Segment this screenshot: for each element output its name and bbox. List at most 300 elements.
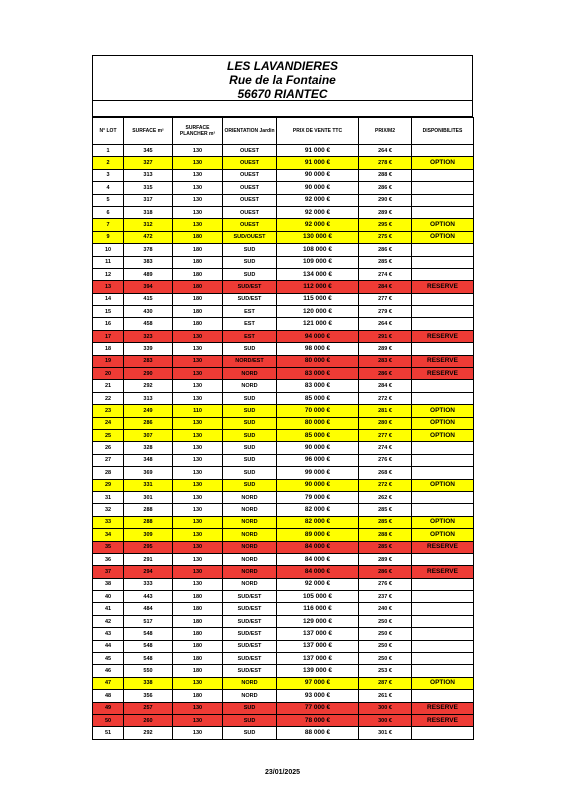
cell-lot: 3 xyxy=(93,169,124,181)
cell-orientation: SUD/EST xyxy=(223,591,277,603)
cell-surface: 288 xyxy=(124,516,173,528)
table-row xyxy=(93,219,474,231)
cell-dispo xyxy=(412,578,474,590)
cell-surface: 548 xyxy=(124,628,173,640)
cell-prix: 137 000 € xyxy=(277,628,359,640)
cell-dispo xyxy=(412,727,474,739)
cell-dispo xyxy=(412,306,474,318)
cell-plancher: 130 xyxy=(173,467,223,479)
cell-surface: 318 xyxy=(124,206,173,218)
cell-lot: 22 xyxy=(93,392,124,404)
table-row xyxy=(93,690,474,702)
cell-plancher: 180 xyxy=(173,591,223,603)
cell-surface: 378 xyxy=(124,244,173,256)
cell-plancher: 130 xyxy=(173,380,223,392)
cell-prix: 91 000 € xyxy=(277,157,359,169)
cell-orientation: SUD xyxy=(223,454,277,466)
cell-orientation: OUEST xyxy=(223,182,277,194)
table-row xyxy=(93,392,474,404)
cell-plancher: 130 xyxy=(173,491,223,503)
cell-plancher: 180 xyxy=(173,293,223,305)
cell-surface: 295 xyxy=(124,541,173,553)
cell-surface: 339 xyxy=(124,343,173,355)
cell-dispo xyxy=(412,206,474,218)
cell-surface: 348 xyxy=(124,454,173,466)
cell-surface: 394 xyxy=(124,281,173,293)
cell-prixm2: 289 € xyxy=(359,553,412,565)
cell-prixm2: 274 € xyxy=(359,442,412,454)
cell-prix: 108 000 € xyxy=(277,244,359,256)
cell-prix: 78 000 € xyxy=(277,714,359,726)
cell-orientation: OUEST xyxy=(223,194,277,206)
price-list-sheet xyxy=(92,55,473,740)
cell-plancher: 130 xyxy=(173,727,223,739)
cell-prix: 115 000 € xyxy=(277,293,359,305)
cell-dispo xyxy=(412,318,474,330)
table-row xyxy=(93,244,474,256)
cell-plancher: 130 xyxy=(173,516,223,528)
table-row xyxy=(93,677,474,689)
cell-lot: 44 xyxy=(93,640,124,652)
cell-orientation: EST xyxy=(223,306,277,318)
cell-lot: 19 xyxy=(93,355,124,367)
table-row xyxy=(93,504,474,516)
col-header-lot: N° LOT xyxy=(93,118,124,145)
cell-lot: 40 xyxy=(93,591,124,603)
cell-dispo: OPTION xyxy=(412,231,474,243)
cell-dispo xyxy=(412,615,474,627)
cell-lot: 46 xyxy=(93,665,124,677)
cell-prixm2: 277 € xyxy=(359,429,412,441)
title-block xyxy=(92,55,473,101)
cell-plancher: 130 xyxy=(173,454,223,466)
cell-prixm2: 300 € xyxy=(359,702,412,714)
cell-dispo: RESERVE xyxy=(412,330,474,342)
cell-prix: 105 000 € xyxy=(277,591,359,603)
cell-lot: 51 xyxy=(93,727,124,739)
table-row xyxy=(93,256,474,268)
cell-prix: 94 000 € xyxy=(277,330,359,342)
spacer-row xyxy=(92,101,473,117)
cell-dispo xyxy=(412,244,474,256)
cell-prixm2: 288 € xyxy=(359,169,412,181)
cell-surface: 294 xyxy=(124,566,173,578)
cell-lot: 23 xyxy=(93,405,124,417)
cell-orientation: SUD/OUEST xyxy=(223,231,277,243)
cell-orientation: SUD xyxy=(223,442,277,454)
table-row xyxy=(93,355,474,367)
cell-plancher: 130 xyxy=(173,206,223,218)
table-row xyxy=(93,405,474,417)
cell-dispo: RESERVE xyxy=(412,702,474,714)
cell-prix: 83 000 € xyxy=(277,380,359,392)
cell-surface: 286 xyxy=(124,417,173,429)
cell-surface: 356 xyxy=(124,690,173,702)
cell-plancher: 180 xyxy=(173,615,223,627)
cell-prixm2: 262 € xyxy=(359,491,412,503)
cell-dispo xyxy=(412,343,474,355)
cell-plancher: 180 xyxy=(173,640,223,652)
table-row xyxy=(93,442,474,454)
table-row xyxy=(93,182,474,194)
cell-prixm2: 275 € xyxy=(359,231,412,243)
cell-dispo xyxy=(412,442,474,454)
cell-dispo: OPTION xyxy=(412,529,474,541)
cell-prix: 98 000 € xyxy=(277,343,359,355)
table-row xyxy=(93,566,474,578)
cell-dispo xyxy=(412,194,474,206)
cell-surface: 283 xyxy=(124,355,173,367)
cell-prix: 90 000 € xyxy=(277,442,359,454)
cell-dispo: OPTION xyxy=(412,417,474,429)
cell-orientation: OUEST xyxy=(223,145,277,157)
table-row xyxy=(93,603,474,615)
cell-prixm2: 264 € xyxy=(359,318,412,330)
cell-lot: 34 xyxy=(93,529,124,541)
cell-plancher: 130 xyxy=(173,677,223,689)
cell-lot: 7 xyxy=(93,219,124,231)
cell-prix: 120 000 € xyxy=(277,306,359,318)
cell-surface: 301 xyxy=(124,491,173,503)
cell-surface: 327 xyxy=(124,157,173,169)
cell-prixm2: 280 € xyxy=(359,417,412,429)
cell-prix: 82 000 € xyxy=(277,516,359,528)
table-row xyxy=(93,231,474,243)
cell-prixm2: 279 € xyxy=(359,306,412,318)
cell-prixm2: 276 € xyxy=(359,454,412,466)
cell-orientation: NORD xyxy=(223,566,277,578)
street-address: Rue de la Fontaine xyxy=(229,73,336,87)
cell-prixm2: 237 € xyxy=(359,591,412,603)
cell-surface: 260 xyxy=(124,714,173,726)
cell-prixm2: 278 € xyxy=(359,157,412,169)
cell-surface: 317 xyxy=(124,194,173,206)
cell-surface: 290 xyxy=(124,368,173,380)
cell-lot: 42 xyxy=(93,615,124,627)
cell-prix: 90 000 € xyxy=(277,479,359,491)
cell-plancher: 130 xyxy=(173,429,223,441)
cell-surface: 548 xyxy=(124,640,173,652)
cell-plancher: 180 xyxy=(173,244,223,256)
cell-plancher: 130 xyxy=(173,343,223,355)
cell-prix: 85 000 € xyxy=(277,392,359,404)
col-header-prixm2: PRIX/M2 xyxy=(359,118,412,145)
cell-surface: 338 xyxy=(124,677,173,689)
cell-lot: 32 xyxy=(93,504,124,516)
cell-lot: 28 xyxy=(93,467,124,479)
cell-orientation: NORD xyxy=(223,380,277,392)
cell-prix: 137 000 € xyxy=(277,640,359,652)
cell-prix: 137 000 € xyxy=(277,653,359,665)
cell-prix: 89 000 € xyxy=(277,529,359,541)
cell-plancher: 130 xyxy=(173,442,223,454)
cell-surface: 472 xyxy=(124,231,173,243)
lots-table xyxy=(92,117,474,740)
cell-dispo: OPTION xyxy=(412,479,474,491)
cell-surface: 312 xyxy=(124,219,173,231)
cell-prixm2: 277 € xyxy=(359,293,412,305)
cell-dispo xyxy=(412,293,474,305)
table-row xyxy=(93,343,474,355)
cell-surface: 315 xyxy=(124,182,173,194)
cell-plancher: 130 xyxy=(173,702,223,714)
cell-dispo xyxy=(412,182,474,194)
cell-lot: 6 xyxy=(93,206,124,218)
cell-lot: 41 xyxy=(93,603,124,615)
cell-dispo: OPTION xyxy=(412,677,474,689)
cell-surface: 345 xyxy=(124,145,173,157)
cell-prixm2: 276 € xyxy=(359,578,412,590)
cell-dispo xyxy=(412,392,474,404)
cell-prix: 99 000 € xyxy=(277,467,359,479)
cell-orientation: NORD xyxy=(223,368,277,380)
cell-plancher: 130 xyxy=(173,157,223,169)
cell-surface: 331 xyxy=(124,479,173,491)
cell-orientation: NORD xyxy=(223,578,277,590)
cell-prix: 84 000 € xyxy=(277,553,359,565)
table-row xyxy=(93,330,474,342)
cell-orientation: SUD xyxy=(223,429,277,441)
col-header-orientation: ORIENTATION Jardin xyxy=(223,118,277,145)
cell-lot: 33 xyxy=(93,516,124,528)
cell-dispo xyxy=(412,591,474,603)
table-row xyxy=(93,516,474,528)
cell-orientation: SUD xyxy=(223,256,277,268)
cell-lot: 26 xyxy=(93,442,124,454)
cell-prixm2: 300 € xyxy=(359,714,412,726)
cell-prixm2: 301 € xyxy=(359,727,412,739)
table-row xyxy=(93,541,474,553)
cell-plancher: 180 xyxy=(173,603,223,615)
cell-prixm2: 286 € xyxy=(359,368,412,380)
cell-dispo xyxy=(412,504,474,516)
table-row xyxy=(93,714,474,726)
cell-plancher: 130 xyxy=(173,417,223,429)
cell-prixm2: 261 € xyxy=(359,690,412,702)
cell-prix: 109 000 € xyxy=(277,256,359,268)
cell-lot: 15 xyxy=(93,306,124,318)
cell-dispo xyxy=(412,268,474,280)
cell-plancher: 130 xyxy=(173,355,223,367)
cell-lot: 43 xyxy=(93,628,124,640)
cell-dispo xyxy=(412,628,474,640)
cell-prix: 129 000 € xyxy=(277,615,359,627)
cell-orientation: NORD xyxy=(223,491,277,503)
cell-dispo: RESERVE xyxy=(412,281,474,293)
cell-orientation: SUD/EST xyxy=(223,665,277,677)
cell-orientation: SUD xyxy=(223,479,277,491)
cell-surface: 430 xyxy=(124,306,173,318)
cell-orientation: SUD xyxy=(223,405,277,417)
cell-orientation: SUD xyxy=(223,392,277,404)
cell-prix: 85 000 € xyxy=(277,429,359,441)
table-row xyxy=(93,467,474,479)
cell-lot: 18 xyxy=(93,343,124,355)
cell-surface: 333 xyxy=(124,578,173,590)
cell-orientation: SUD/EST xyxy=(223,603,277,615)
cell-orientation: NORD/EST xyxy=(223,355,277,367)
cell-dispo: OPTION xyxy=(412,157,474,169)
cell-plancher: 130 xyxy=(173,145,223,157)
cell-surface: 307 xyxy=(124,429,173,441)
cell-surface: 517 xyxy=(124,615,173,627)
cell-lot: 27 xyxy=(93,454,124,466)
table-row xyxy=(93,293,474,305)
cell-lot: 37 xyxy=(93,566,124,578)
cell-prixm2: 285 € xyxy=(359,504,412,516)
cell-lot: 13 xyxy=(93,281,124,293)
cell-prixm2: 250 € xyxy=(359,640,412,652)
cell-dispo xyxy=(412,454,474,466)
cell-plancher: 130 xyxy=(173,368,223,380)
table-row xyxy=(93,640,474,652)
cell-prix: 90 000 € xyxy=(277,169,359,181)
table-row xyxy=(93,318,474,330)
table-row xyxy=(93,665,474,677)
cell-surface: 323 xyxy=(124,330,173,342)
cell-prix: 84 000 € xyxy=(277,541,359,553)
cell-orientation: SUD/EST xyxy=(223,640,277,652)
cell-lot: 21 xyxy=(93,380,124,392)
cell-surface: 288 xyxy=(124,504,173,516)
cell-dispo xyxy=(412,467,474,479)
cell-prix: 82 000 € xyxy=(277,504,359,516)
cell-orientation: OUEST xyxy=(223,169,277,181)
cell-dispo xyxy=(412,145,474,157)
cell-dispo: OPTION xyxy=(412,219,474,231)
cell-orientation: SUD xyxy=(223,702,277,714)
cell-lot: 9 xyxy=(93,231,124,243)
cell-orientation: SUD/EST xyxy=(223,293,277,305)
cell-dispo xyxy=(412,603,474,615)
cell-dispo xyxy=(412,491,474,503)
cell-lot: 49 xyxy=(93,702,124,714)
cell-surface: 313 xyxy=(124,169,173,181)
table-row xyxy=(93,268,474,280)
table-row xyxy=(93,368,474,380)
cell-prix: 130 000 € xyxy=(277,231,359,243)
cell-prix: 88 000 € xyxy=(277,727,359,739)
cell-surface: 458 xyxy=(124,318,173,330)
cell-prixm2: 264 € xyxy=(359,145,412,157)
cell-prixm2: 240 € xyxy=(359,603,412,615)
cell-plancher: 130 xyxy=(173,541,223,553)
cell-prixm2: 281 € xyxy=(359,405,412,417)
col-header-surface: SURFACE m² xyxy=(124,118,173,145)
cell-dispo: OPTION xyxy=(412,516,474,528)
table-row xyxy=(93,429,474,441)
table-row xyxy=(93,727,474,739)
table-row xyxy=(93,591,474,603)
cell-lot: 36 xyxy=(93,553,124,565)
cell-surface: 489 xyxy=(124,268,173,280)
table-row xyxy=(93,281,474,293)
cell-prixm2: 289 € xyxy=(359,343,412,355)
table-header-row xyxy=(93,118,474,145)
cell-plancher: 130 xyxy=(173,553,223,565)
cell-lot: 5 xyxy=(93,194,124,206)
cell-prixm2: 286 € xyxy=(359,244,412,256)
cell-dispo: RESERVE xyxy=(412,714,474,726)
cell-surface: 550 xyxy=(124,665,173,677)
cell-dispo: OPTION xyxy=(412,405,474,417)
table-row xyxy=(93,615,474,627)
cell-prixm2: 290 € xyxy=(359,194,412,206)
cell-prixm2: 289 € xyxy=(359,206,412,218)
cell-prixm2: 253 € xyxy=(359,665,412,677)
cell-prix: 80 000 € xyxy=(277,355,359,367)
table-row xyxy=(93,479,474,491)
cell-dispo: RESERVE xyxy=(412,566,474,578)
table-row xyxy=(93,702,474,714)
cell-prix: 139 000 € xyxy=(277,665,359,677)
table-row xyxy=(93,145,474,157)
cell-prixm2: 285 € xyxy=(359,256,412,268)
cell-plancher: 110 xyxy=(173,405,223,417)
cell-orientation: SUD xyxy=(223,268,277,280)
cell-prix: 79 000 € xyxy=(277,491,359,503)
cell-prixm2: 291 € xyxy=(359,330,412,342)
table-row xyxy=(93,491,474,503)
col-header-prix: PRIX DE VENTE TTC xyxy=(277,118,359,145)
cell-prix: 134 000 € xyxy=(277,268,359,280)
cell-prix: 77 000 € xyxy=(277,702,359,714)
cell-orientation: NORD xyxy=(223,541,277,553)
cell-lot: 48 xyxy=(93,690,124,702)
cell-lot: 2 xyxy=(93,157,124,169)
cell-surface: 484 xyxy=(124,603,173,615)
cell-lot: 35 xyxy=(93,541,124,553)
cell-lot: 25 xyxy=(93,429,124,441)
cell-orientation: NORD xyxy=(223,529,277,541)
cell-orientation: NORD xyxy=(223,553,277,565)
cell-lot: 29 xyxy=(93,479,124,491)
cell-prix: 80 000 € xyxy=(277,417,359,429)
cell-lot: 4 xyxy=(93,182,124,194)
cell-orientation: SUD xyxy=(223,417,277,429)
cell-orientation: SUD/EST xyxy=(223,281,277,293)
cell-plancher: 130 xyxy=(173,169,223,181)
cell-prixm2: 286 € xyxy=(359,182,412,194)
cell-orientation: SUD xyxy=(223,727,277,739)
table-row xyxy=(93,578,474,590)
table-row xyxy=(93,306,474,318)
cell-prixm2: 286 € xyxy=(359,566,412,578)
cell-prix: 121 000 € xyxy=(277,318,359,330)
cell-orientation: SUD/EST xyxy=(223,653,277,665)
cell-plancher: 130 xyxy=(173,504,223,516)
cell-dispo: RESERVE xyxy=(412,368,474,380)
residence-name: LES LAVANDIERES xyxy=(227,59,338,73)
cell-plancher: 130 xyxy=(173,219,223,231)
table-row xyxy=(93,653,474,665)
cell-surface: 383 xyxy=(124,256,173,268)
cell-prix: 92 000 € xyxy=(277,219,359,231)
cell-prixm2: 284 € xyxy=(359,281,412,293)
table-row xyxy=(93,380,474,392)
cell-plancher: 130 xyxy=(173,529,223,541)
cell-plancher: 180 xyxy=(173,306,223,318)
cell-orientation: NORD xyxy=(223,677,277,689)
cell-prix: 92 000 € xyxy=(277,578,359,590)
table-row xyxy=(93,206,474,218)
cell-plancher: 180 xyxy=(173,281,223,293)
cell-lot: 47 xyxy=(93,677,124,689)
cell-prix: 93 000 € xyxy=(277,690,359,702)
cell-lot: 24 xyxy=(93,417,124,429)
cell-dispo: RESERVE xyxy=(412,541,474,553)
cell-dispo: OPTION xyxy=(412,429,474,441)
